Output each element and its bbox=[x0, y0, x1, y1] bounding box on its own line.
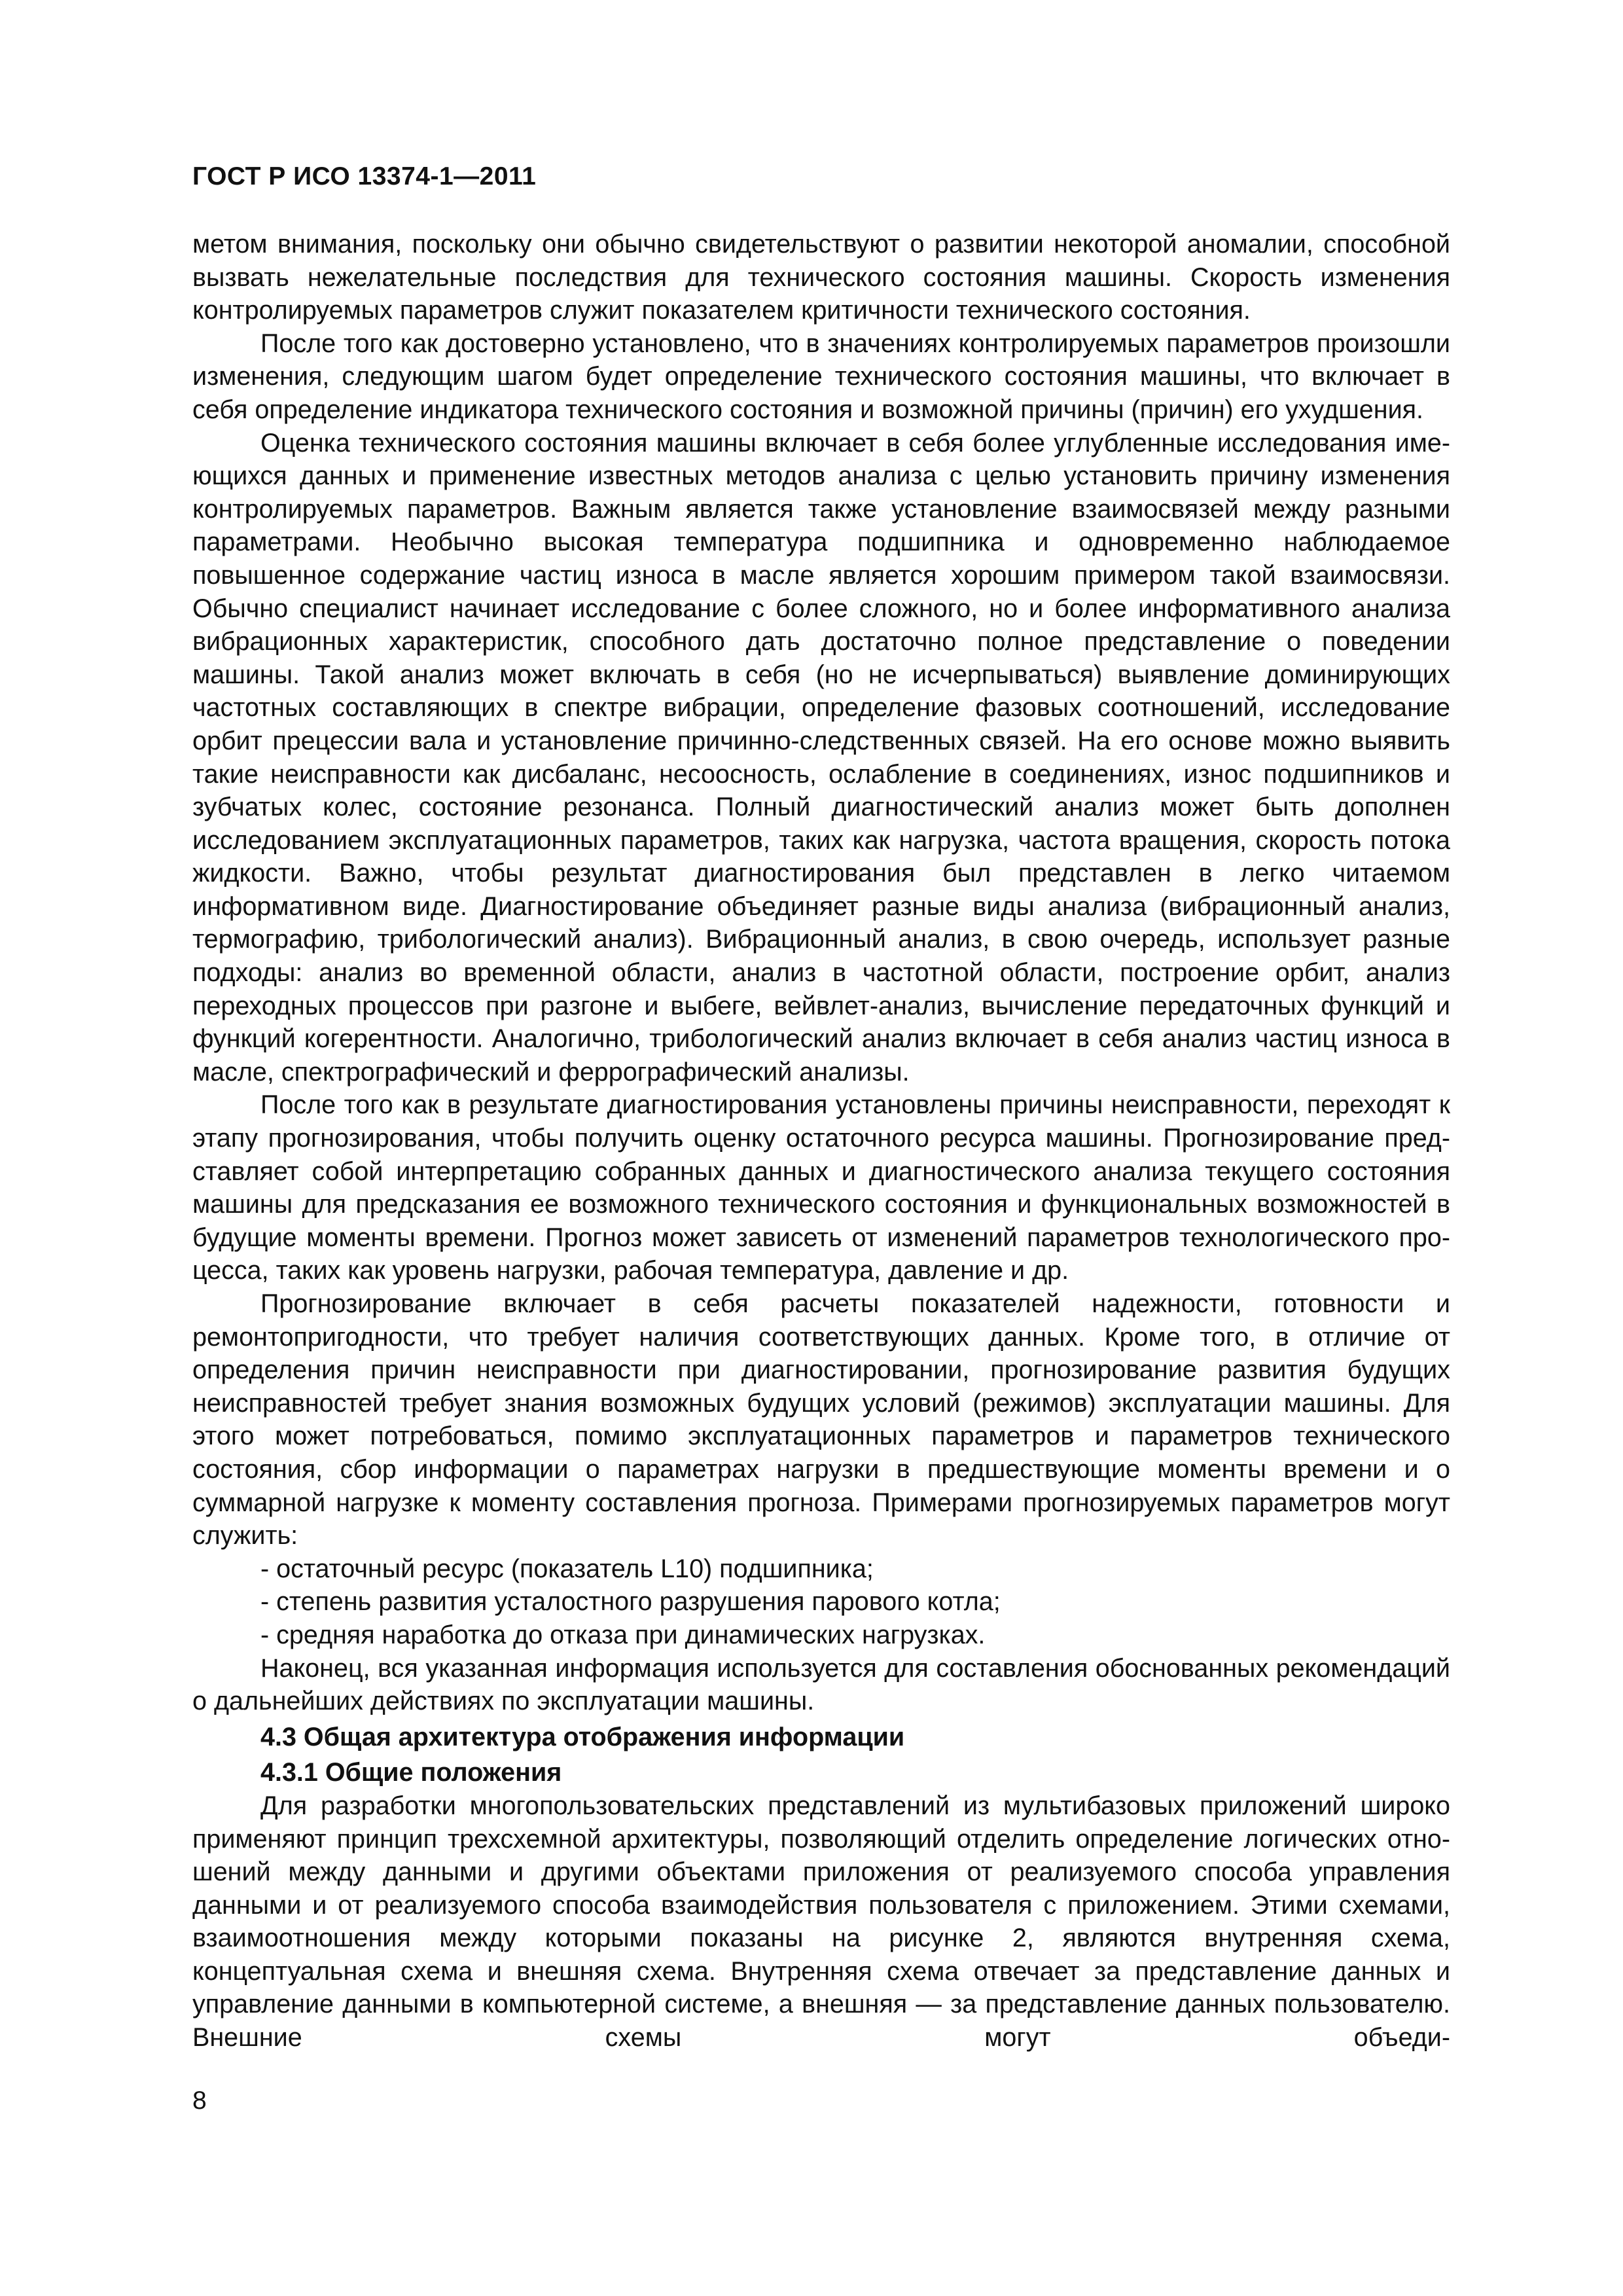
list-item: - средняя наработка до отказа при динамических нагрузках. bbox=[260, 1620, 986, 1649]
page-number: 8 bbox=[192, 2087, 207, 2115]
document-body bbox=[192, 228, 1450, 2054]
paragraph-prognosis-details: Прогнозирование включает в себя расчеты показателей надежности, готовности и ремонтопригодности, что требует наличия соответствующих данных. Кроме того, в отличие от определения причин неисправности при диагностировании, прогнозирование развития будущих неисправностей требует знания возможных будущих условий (режимов) эксплуатации машины. Для этого может потребоваться, помимо эксплуатационных параметров и параметров технического состояния, сбор информации о параметрах нагрузки в предшествующие моменты времени и о суммарной нагрузке к моменту составления прогноза. Примерами прогнозируемых параметров могут служить: bbox=[192, 1289, 1450, 1551]
section-heading: 4.3 Общая архитектура отображения информации bbox=[260, 1722, 905, 1751]
paragraph-change-detection: После того как достоверно установлено, что в значениях контролируемых параметров произошли изменения, следующим шагом будет определение технического состояния машины, что включает в себя определение индикатора технического состояния и возможной причины (причин) его ухудшения. bbox=[192, 329, 1450, 424]
document-header: ГОСТ Р ИСО 13374-1—2011 bbox=[192, 162, 537, 190]
list-item: - остаточный ресурс (показатель L10) подшипника; bbox=[260, 1554, 874, 1583]
prognosis-parameters-list bbox=[192, 1552, 1450, 1652]
list-item: - степень развития усталостного разрушения парового котла; bbox=[260, 1587, 1001, 1617]
paragraph-prognosis: После того как в результате диагностирования установлены причины неисправности, переходят к этапу прогнозирования, чтобы получить оценку остаточного ресурса машины. Прогнозирование представляет собой интерпретацию собранных данных и диагностического анализа текущего состояния машины для предсказания ее возможного технического состояния и функциональных возможностей в будущие моменты времени. Прогноз может зависеть от изменений параметров технологического процесса, таких как уровень нагрузки, рабочая температура, давление и др. bbox=[192, 1090, 1450, 1285]
paragraph-continuation: метом внимания, поскольку они обычно свидетельствуют о развитии некоторой аномалии, способной вызвать нежелательные последствия для технического состояния машины. Скорость изменения контролируемых параметров служит показателем критичности технического состояния. bbox=[192, 230, 1450, 325]
paragraph-architecture: Для разработки многопользовательских представлений из мультибазовых приложений широко применяют принцип трехсхемной архитектуры, позволяющий отделить определение логических отношений между данными и другими объектами приложения от реализуемого способа управления данными и от реализуемого способа взаимодействия пользователя с приложением. Этими схемами, взаимоотношения между которыми показаны на рисунке 2, являются внутренняя схема, концептуальная схема и внешняя схема. Внутренняя схема отвечает за представление данных и управление данными в компьютерной системе, а внешняя — за представление данных пользователю. Внешние схемы могут объеди- bbox=[192, 1791, 1450, 2053]
paragraph-condition-assessment: Оценка технического состояния машины включает в себя более углубленные исследования имеющихся данных и применение известных методов анализа с целью установить причину изменения контролируемых параметров. Важным является также установление взаимосвязей между разными параметрами. Необычно высокая температура подшипника и одновременно наблюдаемое повышенное содержание частиц износа в масле является хорошим примером такой взаимосвязи. Обычно специалист начинает исследование с более сложного, но и более информативного анализа вибрационных характеристик, способного дать достаточно полное представление о поведении машины. Такой анализ может включать в себя (но не исчерпываться) выявление доминирующих частотных составляющих в спектре вибрации, определение фазовых соотношений, исследование орбит прецессии вала и установление причинно-следственных связей. На его основе можно выявить такие неисправности как дисбаланс, несоосность, ослабление в соединениях, износ подшипников и зубчатых колес, состояние резонанса. Полный диагностический анализ может быть дополнен исследованием эксплуатационных параметров, таких как нагрузка, частота вращения, скорость потока жидкости. Важно, чтобы результат диагностирования был представлен в легко читаемом информативном виде. Диагностирование объединяет разные виды анализа (вибрационный анализ, термографию, трибологический анализ). Вибрационный анализ, в свою очередь, использует разные подходы: анализ во временной области, анализ в частотной области, построение орбит, анализ переходных процессов при разгоне и выбеге, вейвлет-анализ, вычисление передаточных функций и функций когерентности. Аналогично, трибологический анализ включает в себя анализ частиц износа в масле, спектрографический и феррографический анализы. bbox=[192, 428, 1450, 1086]
paragraph-recommendations: Наконец, вся указанная информация используется для составления обоснованных рекомендаций о дальнейших действиях по эксплуатации машины. bbox=[192, 1653, 1450, 1716]
subsection-heading: 4.3.1 Общие положения bbox=[260, 1758, 562, 1787]
